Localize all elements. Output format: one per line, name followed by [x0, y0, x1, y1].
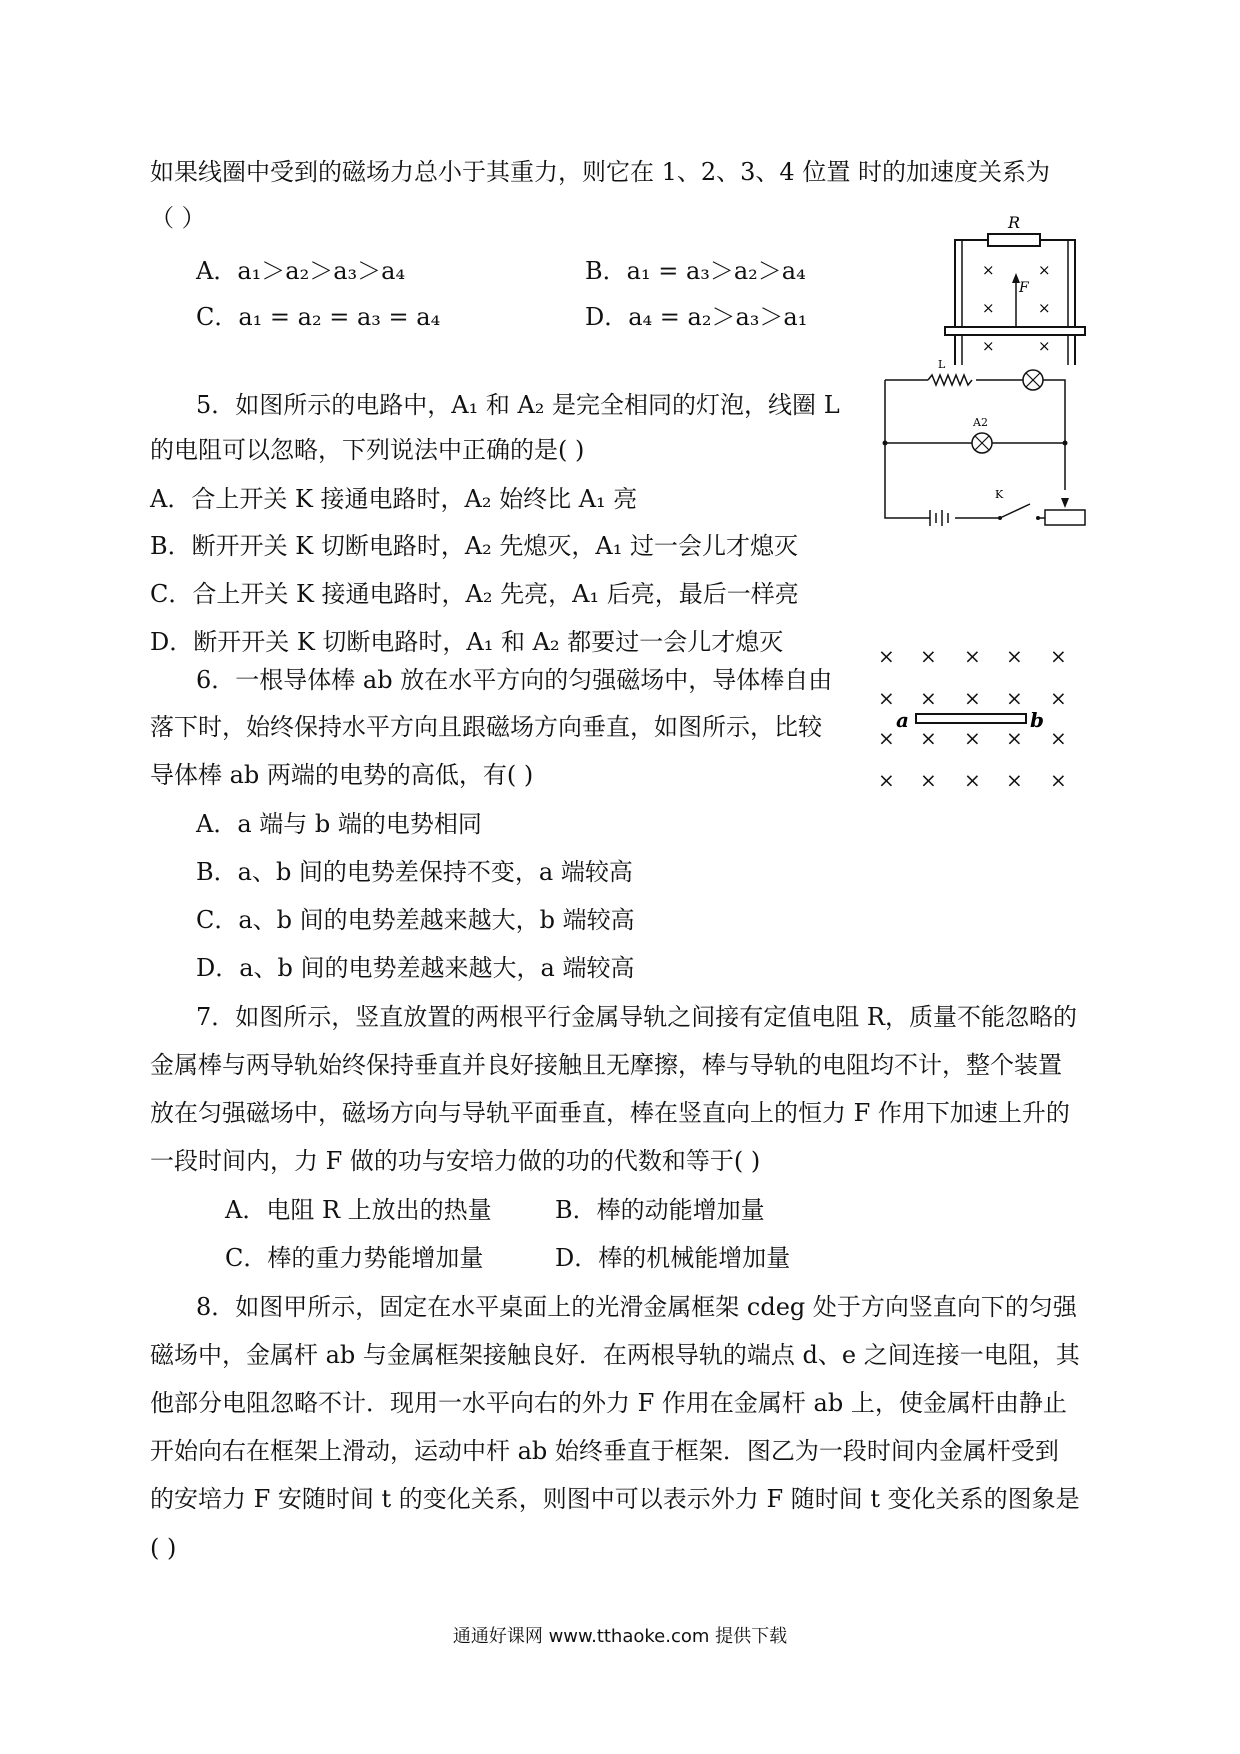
field-cross: × [982, 337, 995, 355]
inductor-l [928, 375, 972, 385]
q7-option-b: B．棒的动能增加量 [555, 1196, 765, 1224]
q4-stem-line1: 如果线圈中受到的磁场力总小于其重力，则它在 1、2、3、4 位置 时的加速度关系为 [150, 158, 1050, 186]
svg-text:×: × [1050, 644, 1067, 668]
option-text: a₄ = a₂＞a₃＞a₁ [628, 303, 808, 331]
q7-line1: 7．如图所示，竖直放置的两根平行金属导轨之间接有定值电阻 R，质量不能忽略的 [196, 1003, 1077, 1031]
option-label: C． [196, 303, 239, 331]
label-l: L [938, 358, 946, 371]
page-footer: 通通好课网 www.tthaoke.com 提供下载 [452, 1626, 788, 1647]
switch-k [1000, 504, 1030, 518]
q7-option-a: A．电阻 R 上放出的热量 [225, 1196, 492, 1224]
q6-option-c: C．a、b 间的电势差越来越大，b 端较高 [196, 906, 635, 934]
svg-text:×: × [964, 686, 981, 710]
option-text: a₁ = a₂ = a₃ = a₄ [238, 303, 441, 331]
q5-circuit-figure [880, 358, 1095, 533]
svg-text:×: × [964, 726, 981, 750]
svg-text:×: × [920, 686, 937, 710]
q6-option-a: A．a 端与 b 端的电势相同 [196, 810, 482, 838]
svg-text:×: × [878, 768, 895, 792]
q4-option-a [196, 256, 405, 286]
field-cross: × [1038, 299, 1051, 317]
q6-option-b: B．a、b 间的电势差保持不变，a 端较高 [196, 858, 633, 886]
q7-option-c: C．棒的重力势能增加量 [225, 1244, 484, 1272]
q7-line4: 一段时间内，力 F 做的功与安培力做的功的代数和等于( ) [150, 1147, 761, 1175]
q7-line2: 金属棒与两导轨始终保持垂直并良好接触且无摩擦，棒与导轨的电阻均不计，整个装置 [150, 1051, 1062, 1079]
q8-answer-paren: ( ) [150, 1534, 177, 1562]
svg-text:×: × [1006, 726, 1023, 750]
q5-option-a: A．合上开关 K 接通电路时，A₂ 始终比 A₁ 亮 [150, 485, 638, 513]
option-label: A． [196, 257, 238, 285]
q8-line2: 磁场中，金属杆 ab 与金属框架接触良好．在两根导轨的端点 d、e 之间连接一电阻，其 [150, 1341, 1080, 1369]
field-cross: × [1038, 337, 1051, 355]
option-text: a₁ = a₃＞a₂＞a₄ [626, 257, 806, 285]
q8-line5: 的安培力 F 安随时间 t 的变化关系，则图中可以表示外力 F 随时间 t 变化关系的图象是 [150, 1485, 1080, 1513]
resistor-r [988, 234, 1040, 246]
q4-option-d [585, 302, 807, 332]
q7-rail-figure [940, 215, 1115, 375]
metal-rod [945, 327, 1085, 335]
svg-text:×: × [1006, 644, 1023, 668]
q5-stem-line1: 5．如图所示的电路中，A₁ 和 A₂ 是完全相同的灯泡，线圈 L [196, 391, 840, 419]
q6-stem-line2: 落下时，始终保持水平方向且跟磁场方向垂直，如图所示，比较 [150, 713, 822, 741]
svg-text:×: × [920, 644, 937, 668]
q8-line4: 开始向右在框架上滑动，运动中杆 ab 始终垂直于框架．图乙为一段时间内金属杆受到 [150, 1437, 1059, 1465]
svg-text:×: × [1006, 686, 1023, 710]
option-label: D． [585, 303, 629, 331]
q7-option-d: D．棒的机械能增加量 [555, 1244, 791, 1272]
label-b: b [1030, 708, 1044, 732]
svg-text:×: × [878, 644, 895, 668]
option-text: a₁＞a₂＞a₃＞a₄ [237, 257, 406, 285]
q6-option-d: D．a、b 间的电势差越来越大，a 端较高 [196, 954, 635, 982]
label-r: R [1008, 213, 1021, 232]
label-a2: A2 [973, 416, 988, 429]
q7-line3: 放在匀强磁场中，磁场方向与导轨平面垂直，棒在竖直向上的恒力 F 作用下加速上升的 [150, 1099, 1070, 1127]
svg-text:×: × [964, 644, 981, 668]
label-f: F [1019, 280, 1029, 296]
q8-line1: 8．如图甲所示，固定在水平桌面上的光滑金属框架 cdeg 处于方向竖直向下的匀强 [196, 1293, 1077, 1321]
field-cross: × [1038, 261, 1051, 279]
q6-stem-line1: 6．一根导体棒 ab 放在水平方向的匀强磁场中，导体棒自由 [196, 666, 833, 694]
label-k: K [995, 488, 1004, 501]
svg-text:×: × [1050, 726, 1067, 750]
svg-text:×: × [1006, 768, 1023, 792]
q6-field-figure [878, 645, 1078, 795]
field-cross: × [982, 299, 995, 317]
svg-text:×: × [920, 726, 937, 750]
q8-line3: 他部分电阻忽略不计．现用一水平向右的外力 F 作用在金属杆 ab 上，使金属杆由静止 [150, 1389, 1067, 1417]
rheostat [1045, 510, 1085, 525]
battery [930, 510, 948, 526]
svg-text:×: × [878, 726, 895, 750]
svg-text:×: × [1050, 768, 1067, 792]
svg-text:×: × [964, 768, 981, 792]
q5-option-c: C．合上开关 K 接通电路时，A₂ 先亮，A₁ 后亮，最后一样亮 [150, 580, 799, 608]
q4-option-c [196, 302, 440, 332]
svg-text:×: × [1050, 686, 1067, 710]
q4-option-b [585, 256, 806, 286]
label-a: a [896, 708, 909, 732]
q6-stem-line3: 导体棒 ab 两端的电势的高低，有( ) [150, 761, 534, 789]
q5-option-b: B．断开开关 K 切断电路时，A₂ 先熄灭，A₁ 过一会儿才熄灭 [150, 532, 798, 560]
q5-stem-line2: 的电阻可以忽略，下列说法中正确的是( ) [150, 436, 585, 464]
q5-option-d: D．断开开关 K 切断电路时，A₁ 和 A₂ 都要过一会儿才熄灭 [150, 628, 784, 656]
svg-text:×: × [920, 768, 937, 792]
q4-answer-paren: （ ） [150, 204, 206, 232]
field-cross: × [982, 261, 995, 279]
option-label: B． [585, 257, 627, 285]
svg-text:×: × [878, 686, 895, 710]
conductor-rod-ab [916, 714, 1026, 723]
